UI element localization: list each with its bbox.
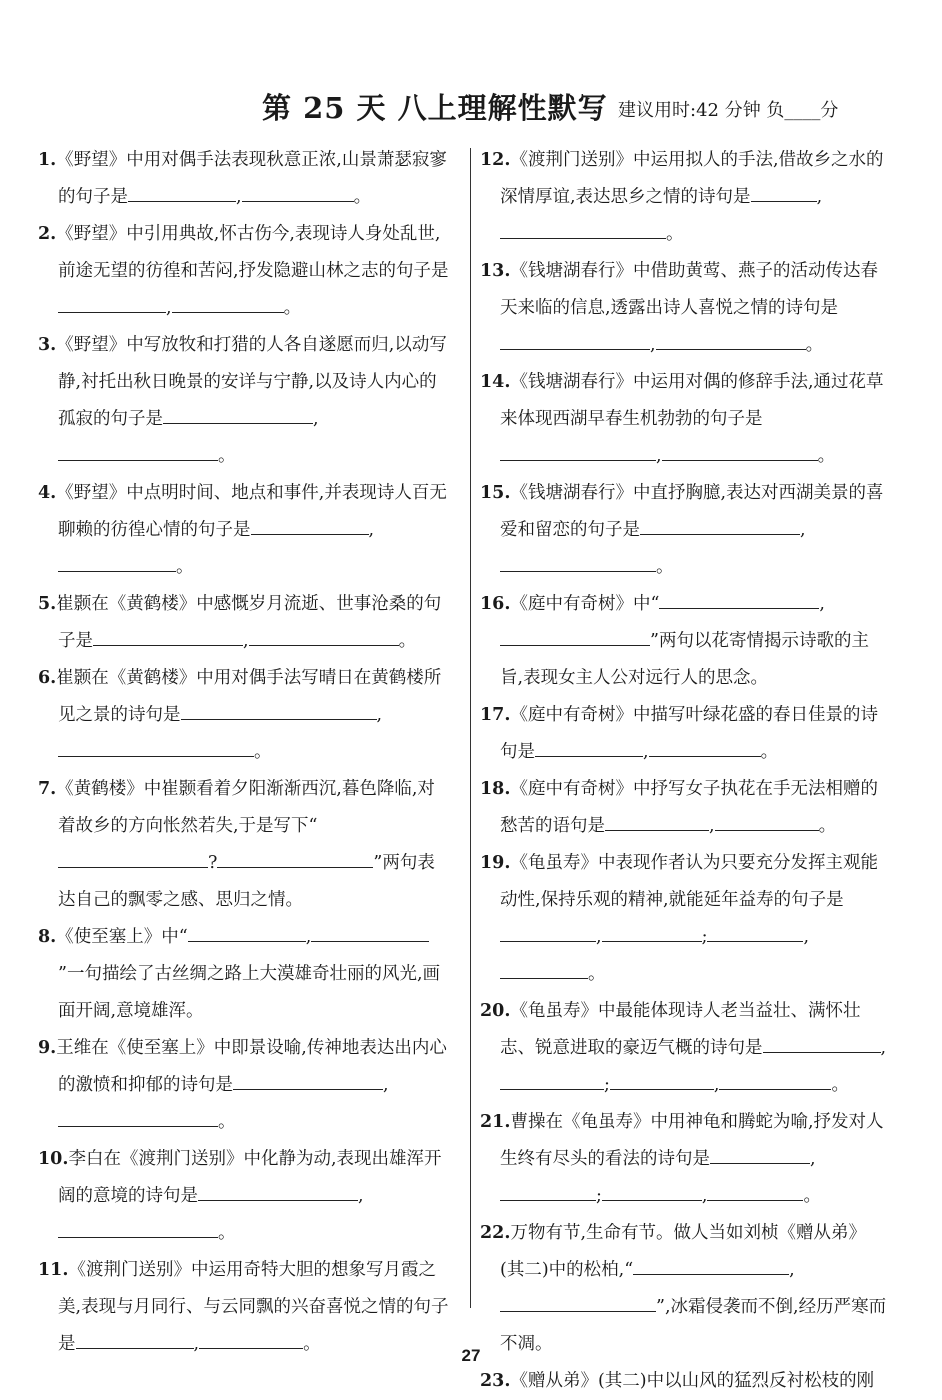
question-22: 22.万物有节,生命有节。做人当如刘桢《赠从弟》(其二)中的松柏,“ ,”,冰霜侵袭而不倒,经历严寒而不凋。: [480, 1223, 887, 1354]
answer-blank[interactable]: [640, 516, 800, 535]
page-number: 27: [461, 1346, 481, 1365]
answer-blank[interactable]: [602, 1182, 702, 1201]
answer-blank[interactable]: [500, 1071, 604, 1090]
answer-blank[interactable]: [500, 1182, 596, 1201]
answer-blank[interactable]: [500, 553, 656, 572]
answer-blank[interactable]: [163, 405, 313, 424]
answer-blank[interactable]: [500, 923, 596, 942]
answer-blank[interactable]: [605, 812, 709, 831]
answer-blank[interactable]: [181, 701, 377, 720]
question-2: 2.《野望》中引用典故,怀古伤今,表现诗人身处乱世,前途无望的彷徨和苦闷,抒发隐避山林之志的句子是, 。: [38, 224, 449, 318]
answer-blank[interactable]: [656, 331, 806, 350]
question-10: 10.李白在《渡荆门送别》中化静为动,表现出雄浑开阔的意境的诗句是 ,。: [38, 1149, 442, 1243]
question-16: 16.《庭中有奇树》中“ ,”两句以花寄情揭示诗歌的主旨,表现女主人公对远行人的思念。: [480, 586, 890, 697]
answer-blank[interactable]: [500, 960, 588, 979]
answer-blank[interactable]: [659, 590, 819, 609]
question-6: 6.崔颢在《黄鹤楼》中用对偶手法写晴日在黄鹤楼所见之景的诗句是 ,。: [38, 668, 442, 762]
question-20: 20.《龟虽寿》中最能体现诗人老当益壮、满怀壮志、锐意进取的豪迈气概的诗句是 ,; , 。: [480, 1001, 887, 1095]
question-19: 19.《龟虽寿》中表现作者认为只要充分发挥主观能动性,保持乐观的精神,就能延年益寿的句子是, ; ,。: [480, 853, 878, 984]
question-11: 11.《渡荆门送别》中运用奇特大胆的想象写月霞之美,表现与月同行、与云同飘的兴奋喜悦之情的句子是 , 。: [38, 1260, 449, 1354]
left-column: [38, 142, 452, 1363]
question-15: 15.《钱塘湖春行》中直抒胸臆,表达对西湖美景的喜爱和留恋的句子是 ,。: [480, 483, 884, 577]
answer-blank[interactable]: [128, 183, 236, 202]
page-title: 第 25 天 八上理解性默写: [262, 91, 608, 125]
answer-blank[interactable]: [93, 627, 243, 646]
answer-blank[interactable]: [707, 923, 803, 942]
answer-blank[interactable]: [500, 220, 666, 239]
answer-blank[interactable]: [500, 1293, 656, 1312]
question-1: 1.《野望》中用对偶手法表现秋意正浓,山景萧瑟寂寥的句子是 , 。: [38, 150, 447, 207]
time-and-score-note: 建议用时:42 分钟 负____分: [618, 100, 839, 121]
answer-blank[interactable]: [751, 183, 817, 202]
answer-blank[interactable]: [233, 1071, 383, 1090]
answer-blank[interactable]: [610, 1071, 714, 1090]
question-18: 18.《庭中有奇树》中抒写女子执花在手无法相赠的愁苦的语句是 , 。: [480, 779, 878, 836]
answer-blank[interactable]: [602, 923, 702, 942]
answer-blank[interactable]: [500, 442, 656, 461]
question-14: 14.《钱塘湖春行》中运用对偶的修辞手法,通过花草来体现西湖早春生机勃勃的句子是, 。: [480, 372, 884, 466]
answer-blank[interactable]: [649, 738, 761, 757]
answer-blank[interactable]: [188, 923, 306, 942]
answer-blank[interactable]: [58, 294, 166, 313]
question-5: 5.崔颢在《黄鹤楼》中感慨岁月流逝、世事沧桑的句子是 , 。: [38, 594, 442, 651]
answer-blank[interactable]: [198, 1182, 358, 1201]
answer-blank[interactable]: [249, 627, 399, 646]
answer-blank[interactable]: [633, 1256, 789, 1275]
answer-blank[interactable]: [719, 1071, 831, 1090]
answer-blank[interactable]: [535, 738, 643, 757]
answer-blank[interactable]: [763, 1034, 881, 1053]
column-divider: [470, 148, 471, 1308]
answer-blank[interactable]: [172, 294, 284, 313]
answer-blank[interactable]: [500, 331, 650, 350]
answer-blank[interactable]: [715, 812, 819, 831]
question-8: 8.《使至塞上》中“ ,”一句描绘了古丝绸之路上大漠雄奇壮丽的风光,画面开阔,意境雄浑。: [38, 919, 452, 1030]
answer-blank[interactable]: [251, 516, 369, 535]
answer-blank[interactable]: [500, 627, 650, 646]
answer-blank[interactable]: [58, 1219, 218, 1238]
right-column: [480, 142, 890, 1400]
question-4: 4.《野望》中点明时间、地点和事件,并表现诗人百无聊赖的彷徨心情的句子是 ,。: [38, 483, 447, 577]
answer-blank[interactable]: [311, 923, 429, 942]
answer-blank[interactable]: [662, 442, 818, 461]
question-12: 12.《渡荆门送别》中运用拟人的手法,借故乡之水的深情厚谊,表达思乡之情的诗句是 ,。: [480, 150, 884, 244]
question-23: 23.《赠从弟》(其二)中以山风的猛烈反衬松枝的刚: [480, 1371, 875, 1391]
answer-blank[interactable]: [707, 1182, 803, 1201]
answer-blank[interactable]: [58, 442, 218, 461]
answer-blank[interactable]: [58, 1108, 218, 1127]
answer-blank[interactable]: [58, 849, 208, 868]
question-13: 13.《钱塘湖春行》中借助黄莺、燕子的活动传达春天来临的信息,透露出诗人喜悦之情的诗句是, 。: [480, 261, 878, 355]
question-21: 21.曹操在《龟虽寿》中用神龟和腾蛇为喻,抒发对人生终有尽头的看法的诗句是 ,; , 。: [480, 1112, 884, 1206]
question-3: 3.《野望》中写放牧和打猎的人各自遂愿而归,以动写静,衬托出秋日晚景的安详与宁静,以及诗人内心的孤寂的句子是 ,。: [38, 335, 447, 466]
answer-blank[interactable]: [58, 553, 176, 572]
question-17: 17.《庭中有奇树》中描写叶绿花盛的春日佳景的诗句是 , 。: [480, 705, 878, 762]
answer-blank[interactable]: [710, 1145, 810, 1164]
question-7: 7.《黄鹤楼》中崔颢看着夕阳渐渐西沉,暮色降临,对着故乡的方向怅然若失,于是写下“? ”两句表达自己的飘零之感、思归之情。: [38, 779, 435, 910]
answer-blank[interactable]: [217, 849, 373, 868]
question-9: 9.王维在《使至塞上》中即景设喻,传神地表达出内心的激愤和抑郁的诗句是 ,。: [38, 1038, 447, 1132]
answer-blank[interactable]: [242, 183, 354, 202]
answer-blank[interactable]: [58, 738, 254, 757]
